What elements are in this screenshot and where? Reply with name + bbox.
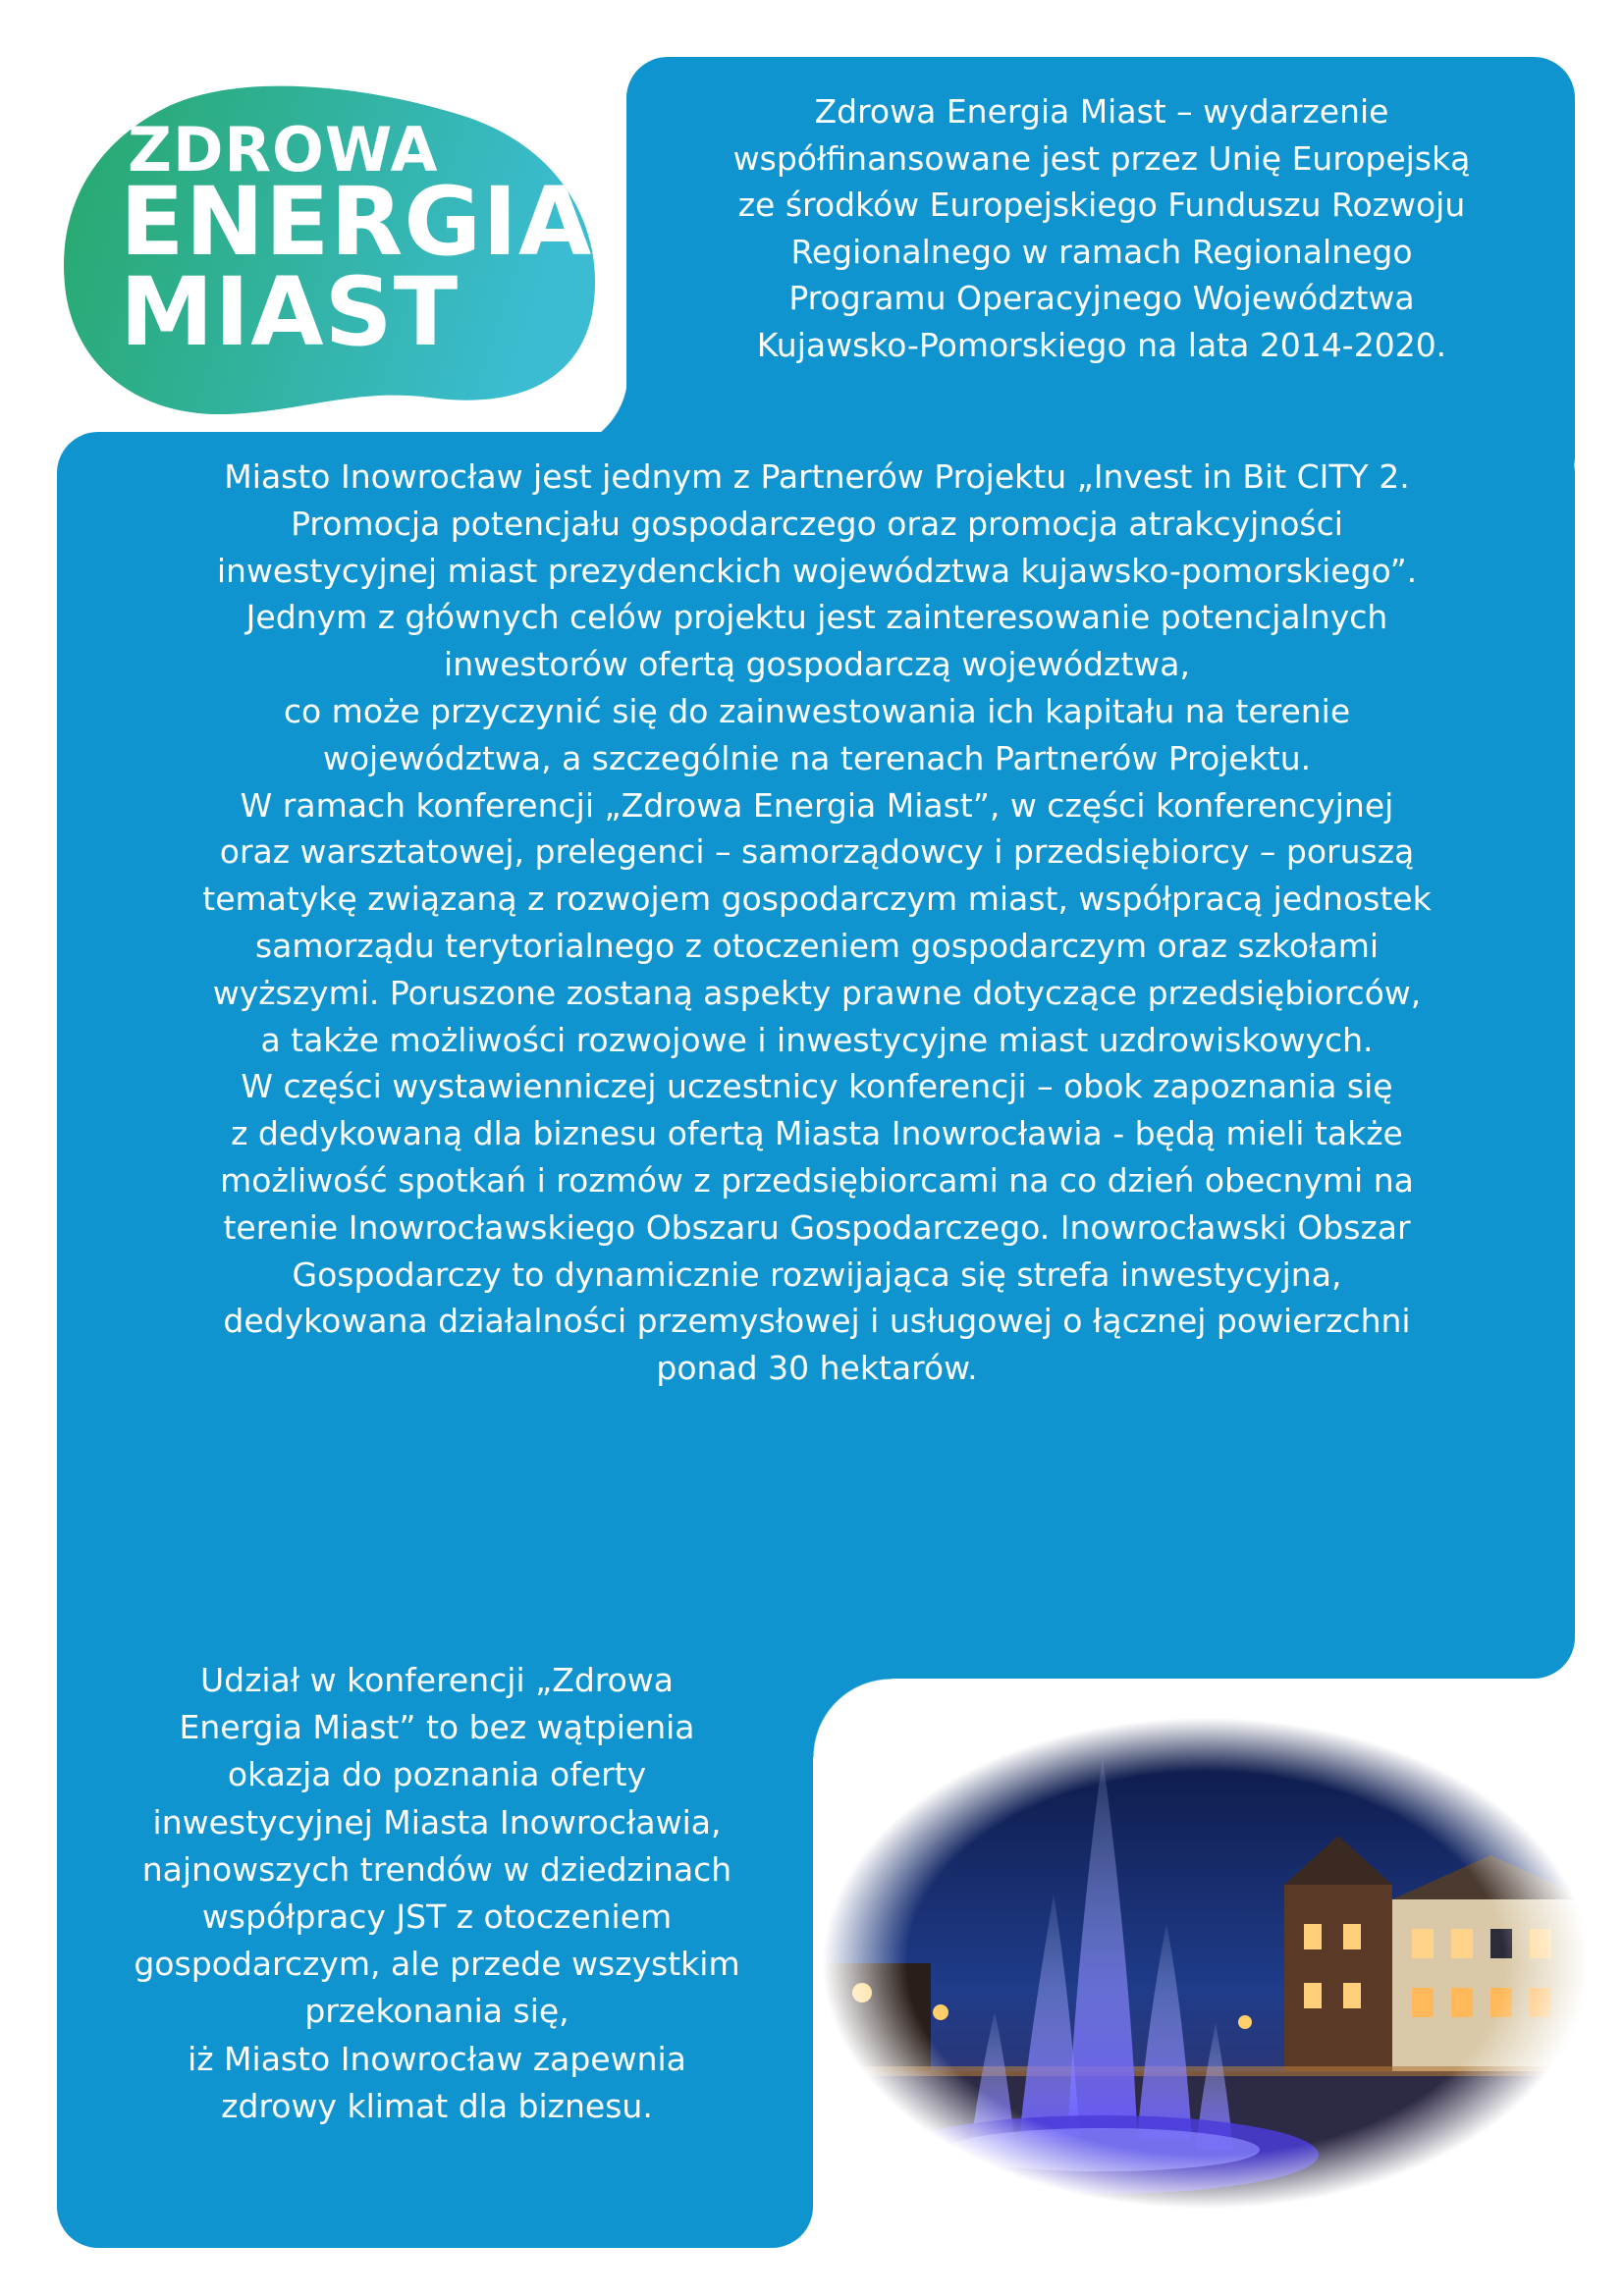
intro-line: współfinansowane jest przez Unię Europejską: [732, 138, 1471, 178]
intro-line: Regionalnego w ramach Regionalnego: [790, 232, 1413, 271]
main-line: oraz warsztatowej, prelegenci – samorządowcy i przedsiębiorcy – poruszą: [219, 832, 1415, 872]
main-line: samorządu terytorialnego z otoczeniem gospodarczym oraz szkołami: [254, 926, 1380, 965]
event-logo: [57, 69, 607, 432]
closing-line: Udział w konferencji „Zdrowa: [199, 1661, 675, 1699]
closing-line: inwestycyjnej Miasta Inowrocławia,: [152, 1802, 722, 1842]
intro-line: Programu Operacyjnego Województwa: [788, 279, 1415, 317]
intro-line: Kujawsko-Pomorskiego na lata 2014-2020.: [756, 325, 1447, 364]
main-line: Promocja potencjału gospodarczego oraz promocja atrakcyjności: [291, 504, 1343, 543]
closing-line: okazja do poznania oferty: [227, 1755, 647, 1794]
closing-paragraph: [59, 1657, 815, 2130]
intro-paragraph: [628, 88, 1575, 368]
main-line: W ramach konferencji „Zdrowa Energia Miast”, w części konferencyjnej: [240, 785, 1394, 825]
closing-line: przekonania się,: [304, 1992, 569, 2031]
main-line: możliwość spotkań i rozmów z przedsiębiorcami na co dzień obecnymi na: [220, 1160, 1414, 1200]
closing-line: współpracy JST z otoczeniem: [201, 1897, 673, 1937]
closing-line: gospodarczym, ale przede wszystkim: [134, 1945, 740, 1984]
intro-line: Zdrowa Energia Miast – wydarzenie: [814, 92, 1389, 131]
main-line: województwa, a szczególnie na terenach Partnerów Projektu.: [322, 738, 1312, 777]
main-line: terenie Inowrocławskiego Obszaru Gospodarczego. Inowrocławski Obszar: [223, 1207, 1411, 1247]
closing-line: iż Miasto Inowrocław zapewnia: [188, 2039, 686, 2078]
closing-line: najnowszych trendów w dziedzinach: [141, 1849, 732, 1889]
main-line: co może przyczynić się do zainwestowania ich kapitału na terenie: [283, 691, 1351, 730]
main-line: dedykowana działalności przemysłowej i usługowej o łącznej powierzchni: [223, 1302, 1411, 1341]
main-line: wyższymi. Poruszone zostaną aspekty prawne dotyczące przedsiębiorców,: [212, 973, 1422, 1012]
closing-line: zdrowy klimat dla biznesu.: [221, 2086, 653, 2125]
main-line: tematykę związaną z rozwojem gospodarczym miast, współpracą jednostek: [202, 880, 1432, 919]
main-line: ponad 30 hektarów.: [656, 1349, 978, 1388]
logo-word-energia: ENERGIA: [120, 167, 593, 277]
main-line: Jednym z głównych celów projektu jest zainteresowanie potencjalnych: [245, 598, 1388, 637]
main-line: inwestycyjnej miast prezydenckich województwa kujawsko-pomorskiego”.: [216, 551, 1418, 590]
main-line: inwestorów ofertą gospodarczą województwa,: [444, 645, 1190, 684]
main-paragraph: [69, 454, 1565, 1392]
logo-word-miast: MIAST: [120, 257, 460, 367]
main-line: W części wystawienniczej uczestnicy konferencji – obok zapoznania się: [241, 1067, 1393, 1106]
main-line: a także możliwości rozwojowe i inwestycyjne miast uzdrowiskowych.: [260, 1020, 1374, 1059]
intro-line: ze środków Europejskiego Funduszu Rozwoju: [737, 186, 1466, 224]
main-line: Gospodarczy to dynamicznie rozwijająca się strefa inwestycyjna,: [292, 1255, 1342, 1294]
logo-word-zdrowa: ZDROWA: [128, 114, 439, 186]
closing-line: Energia Miast” to bez wątpienia: [179, 1708, 695, 1747]
fountain-night-photo: [823, 1718, 1589, 2209]
main-line: z dedykowaną dla biznesu ofertą Miasta Inowrocławia - będą mieli także: [231, 1114, 1403, 1153]
panel-corner-top: [550, 373, 628, 452]
main-line: Miasto Inowrocław jest jednym z Partnerów Projektu „Invest in Bit CITY 2.: [224, 457, 1410, 496]
